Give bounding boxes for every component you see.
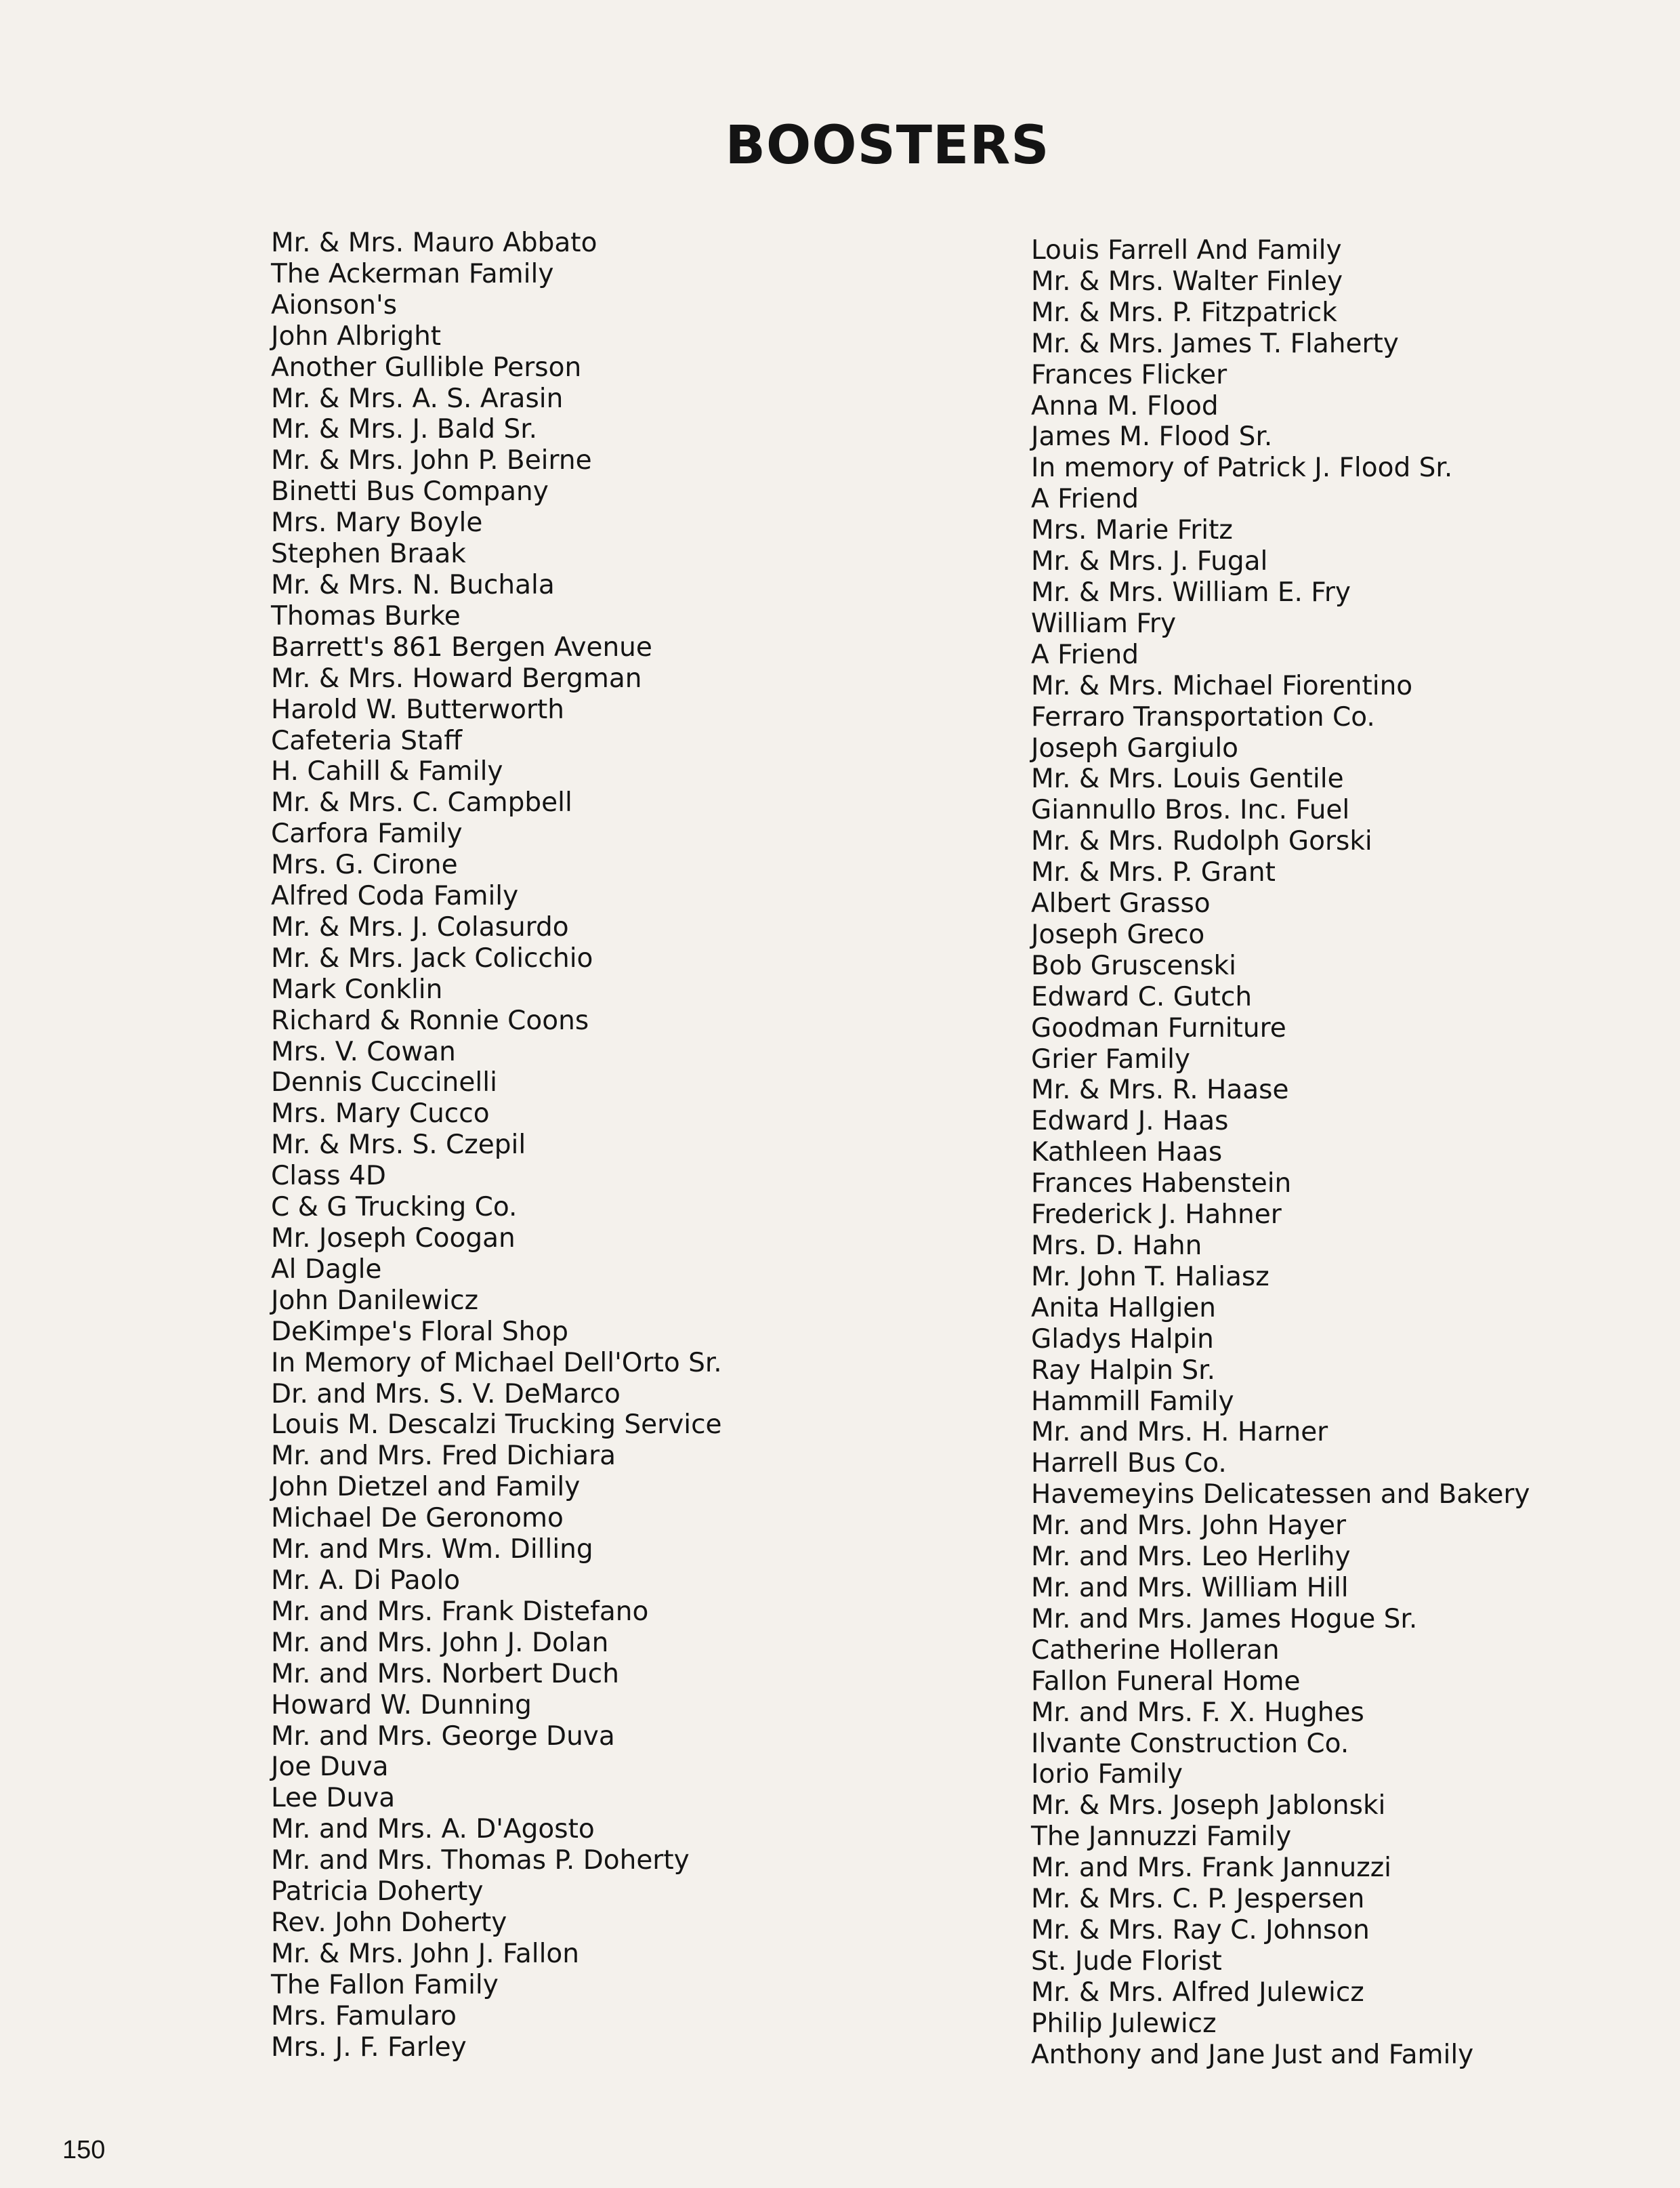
booster-name: Mr. and Mrs. Fred Dichiara <box>271 1441 616 1472</box>
booster-name: H. Cahill & Family <box>271 756 503 787</box>
booster-name: Mr. and Mrs. George Duva <box>271 1720 615 1752</box>
booster-name: Ray Halpin Sr. <box>1031 1355 1215 1386</box>
booster-name: Mrs. Mary Cucco <box>271 1098 490 1130</box>
booster-name: Mr. A. Di Paolo <box>271 1565 461 1596</box>
booster-name: Thomas Burke <box>271 600 461 632</box>
booster-name: St. Jude Florist <box>1031 1945 1222 1977</box>
booster-name: Mr. & Mrs. S. Czepil <box>271 1130 526 1161</box>
booster-name: Frances Flicker <box>1031 359 1227 390</box>
booster-name: Mr. and Mrs. Thomas P. Doherty <box>271 1845 690 1876</box>
booster-name: In Memory of Michael Dell'Orto Sr. <box>271 1347 722 1378</box>
booster-name: Mrs. Marie Fritz <box>1031 515 1233 546</box>
booster-name: Hammill Family <box>1031 1386 1234 1417</box>
booster-name: DeKimpe's Floral Shop <box>271 1316 568 1347</box>
booster-name: Mrs. D. Hahn <box>1031 1231 1202 1261</box>
booster-name: The Ackerman Family <box>271 258 554 289</box>
booster-name: Carfora Family <box>271 819 463 850</box>
booster-name: Binetti Bus Company <box>271 476 549 508</box>
booster-name: Mr. and Mrs. Frank Jannuzzi <box>1031 1853 1392 1884</box>
booster-name: Mr. and Mrs. James Hogue Sr. <box>1031 1603 1418 1634</box>
booster-name: Anna M. Flood <box>1031 390 1219 421</box>
booster-name: Mr. Joseph Coogan <box>271 1223 516 1254</box>
booster-name: Joe Duva <box>271 1752 389 1783</box>
booster-name: Class 4D <box>271 1161 386 1192</box>
booster-name: Mr. & Mrs. Howard Bergman <box>271 663 642 694</box>
booster-name: A Friend <box>1031 639 1139 670</box>
booster-name: Mr. John T. Haliasz <box>1031 1261 1269 1292</box>
page-title: BOOSTERS <box>725 115 1050 176</box>
booster-name: Al Dagle <box>271 1254 382 1285</box>
booster-name: Mr. & Mrs. J. Colasurdo <box>271 911 569 943</box>
booster-name: Mr. and Mrs. H. Harner <box>1031 1417 1328 1448</box>
booster-name: Joseph Gargiulo <box>1031 732 1239 764</box>
booster-name: Grier Family <box>1031 1044 1191 1075</box>
booster-name: Mr. & Mrs. Mauro Abbato <box>271 228 597 258</box>
booster-name: Mr. & Mrs. A. S. Arasin <box>271 383 564 414</box>
booster-name: Havemeyins Delicatessen and Bakery <box>1031 1479 1530 1510</box>
booster-name: Barrett's 861 Bergen Avenue <box>271 632 652 663</box>
booster-name: Mr. & Mrs. J. Bald Sr. <box>271 414 538 445</box>
booster-name: Fallon Funeral Home <box>1031 1666 1301 1697</box>
booster-name: John Dietzel and Family <box>271 1472 581 1503</box>
booster-name: Mr. and Mrs. Wm. Dilling <box>271 1534 593 1565</box>
booster-name: Mrs. Famularo <box>271 2000 457 2031</box>
booster-name: Mr. and Mrs. A. D'Agosto <box>271 1814 595 1845</box>
booster-name: The Fallon Family <box>271 1969 499 2000</box>
booster-name: Aionson's <box>271 289 398 321</box>
booster-name: Mr. & Mrs. Walter Finley <box>1031 266 1343 297</box>
booster-name: Ilvante Construction Co. <box>1031 1728 1349 1759</box>
booster-name: Mr. and Mrs. John Hayer <box>1031 1510 1346 1542</box>
booster-name: Giannullo Bros. Inc. Fuel <box>1031 795 1350 826</box>
page-number: 150 <box>62 2136 106 2164</box>
booster-name: Cafeteria Staff <box>271 725 463 756</box>
booster-name: Louis M. Descalzi Trucking Service <box>271 1409 722 1441</box>
booster-name: Mr. & Mrs. C. P. Jespersen <box>1031 1884 1365 1915</box>
booster-name: William Fry <box>1031 608 1177 639</box>
booster-name: Mr. and Mrs. F. X. Hughes <box>1031 1697 1364 1728</box>
booster-name: Rev. John Doherty <box>271 1907 507 1938</box>
booster-name: Mr. & Mrs. John J. Fallon <box>271 1938 579 1969</box>
booster-name: Mr. & Mrs. Jack Colicchio <box>271 943 593 974</box>
booster-name: Mr. & Mrs. N. Buchala <box>271 569 555 600</box>
booster-name: Louis Farrell And Family <box>1031 235 1342 266</box>
booster-name: Mr. & Mrs. R. Haase <box>1031 1075 1289 1106</box>
booster-name: Mr. & Mrs. P. Fitzpatrick <box>1031 297 1337 328</box>
booster-name: Mr. and Mrs. John J. Dolan <box>271 1627 609 1658</box>
booster-name: Stephen Braak <box>271 539 466 570</box>
booster-name: Albert Grasso <box>1031 888 1211 920</box>
booster-name: In memory of Patrick J. Flood Sr. <box>1031 453 1453 484</box>
booster-name: Mr. & Mrs. C. Campbell <box>271 787 572 819</box>
booster-name: Ferraro Transportation Co. <box>1031 701 1375 732</box>
booster-name: Mr. and Mrs. Leo Herlihy <box>1031 1542 1351 1573</box>
booster-name: Alfred Coda Family <box>271 881 519 912</box>
booster-name: Mr. and Mrs. Norbert Duch <box>271 1658 619 1689</box>
booster-name: Edward J. Haas <box>1031 1106 1229 1137</box>
booster-name: Mrs. J. F. Farley <box>271 2031 467 2063</box>
booster-name: Mr. & Mrs. Ray C. Johnson <box>1031 1914 1370 1945</box>
booster-name: Richard & Ronnie Coons <box>271 1005 589 1036</box>
booster-name: Goodman Furniture <box>1031 1012 1286 1044</box>
booster-name: Mr. and Mrs. William Hill <box>1031 1572 1349 1603</box>
booster-name: Patricia Doherty <box>271 1876 484 1907</box>
booster-name: Anthony and Jane Just and Family <box>1031 2039 1474 2070</box>
booster-name: Mr. & Mrs. J. Fugal <box>1031 546 1268 577</box>
booster-name: Edward C. Gutch <box>1031 981 1253 1012</box>
booster-name: Dr. and Mrs. S. V. DeMarco <box>271 1378 621 1409</box>
booster-name: Mr. & Mrs. James T. Flaherty <box>1031 328 1399 359</box>
booster-name: Mr. & Mrs. William E. Fry <box>1031 577 1351 608</box>
booster-name: Kathleen Haas <box>1031 1137 1223 1168</box>
booster-name: Mr. & Mrs. Louis Gentile <box>1031 764 1344 795</box>
booster-name: Mr. & Mrs. John P. Beirne <box>271 445 592 476</box>
booster-name: Anita Hallgien <box>1031 1292 1217 1323</box>
booster-name: Bob Gruscenski <box>1031 950 1236 981</box>
booster-name: Mrs. V. Cowan <box>271 1036 456 1067</box>
booster-name: Mrs. Mary Boyle <box>271 508 483 539</box>
booster-list-left <box>271 228 722 2063</box>
booster-name: Michael De Geronomo <box>271 1503 564 1534</box>
booster-name: Iorio Family <box>1031 1759 1183 1790</box>
booster-name: A Friend <box>1031 484 1139 515</box>
booster-name: Gladys Halpin <box>1031 1323 1214 1355</box>
booster-name: John Albright <box>271 321 442 352</box>
booster-name: Another Gullible Person <box>271 352 582 383</box>
booster-name: Mr. & Mrs. P. Grant <box>1031 857 1276 888</box>
booster-list-right <box>1031 235 1530 2070</box>
booster-name: Frederick J. Hahner <box>1031 1199 1282 1231</box>
booster-name: Lee Duva <box>271 1783 396 1814</box>
booster-name: Howard W. Dunning <box>271 1689 532 1720</box>
booster-name: James M. Flood Sr. <box>1031 421 1273 453</box>
booster-name: The Jannuzzi Family <box>1031 1821 1292 1853</box>
booster-name: Catherine Holleran <box>1031 1634 1280 1666</box>
booster-name: Philip Julewicz <box>1031 2008 1217 2039</box>
booster-name: C & G Trucking Co. <box>271 1192 518 1223</box>
booster-name: Mr. & Mrs. Rudolph Gorski <box>1031 826 1372 857</box>
booster-name: Joseph Greco <box>1031 919 1205 950</box>
booster-name: John Danilewicz <box>271 1285 479 1316</box>
booster-name: Mrs. G. Cirone <box>271 850 458 881</box>
booster-name: Mr. and Mrs. Frank Distefano <box>271 1596 649 1627</box>
booster-name: Mr. & Mrs. Alfred Julewicz <box>1031 1977 1364 2008</box>
booster-name: Mr. & Mrs. Michael Fiorentino <box>1031 670 1413 701</box>
booster-name: Harold W. Butterworth <box>271 694 565 725</box>
booster-name: Frances Habenstein <box>1031 1168 1292 1199</box>
booster-name: Mark Conklin <box>271 974 443 1005</box>
booster-name: Harrell Bus Co. <box>1031 1448 1227 1479</box>
booster-name: Mr. & Mrs. Joseph Jablonski <box>1031 1790 1386 1821</box>
booster-name: Dennis Cuccinelli <box>271 1067 497 1098</box>
